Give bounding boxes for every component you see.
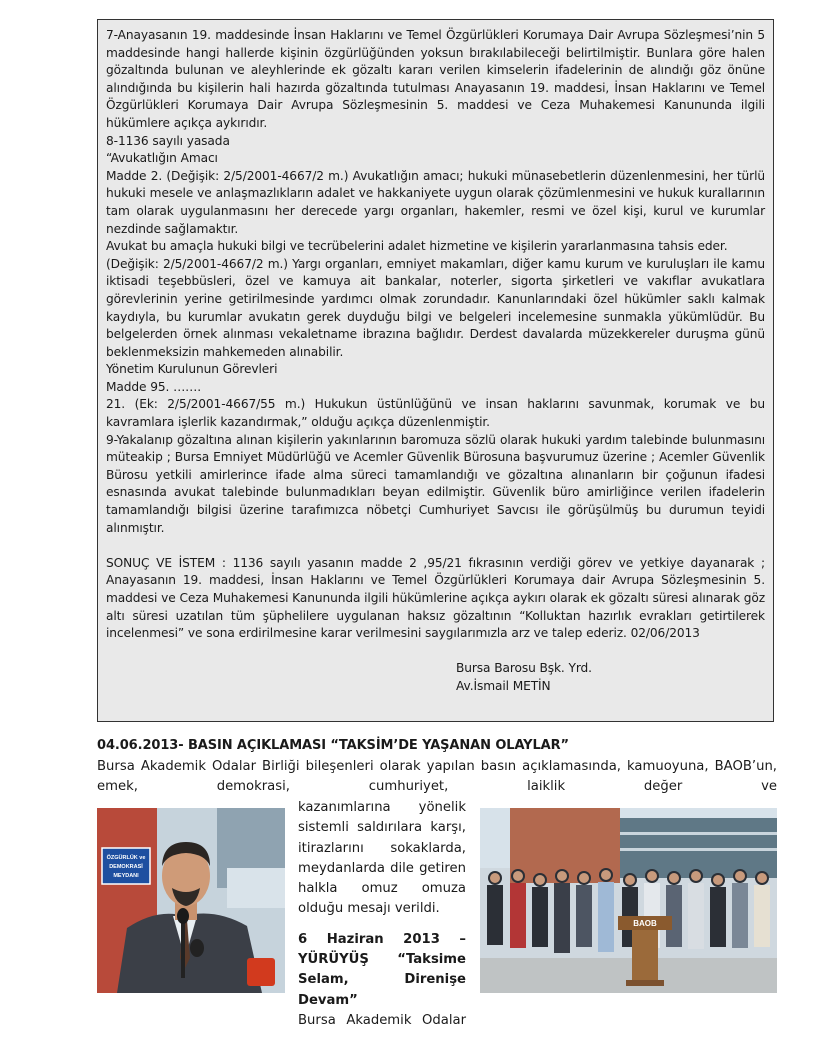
sign-line-2: DEMOKRASİ <box>109 864 143 870</box>
intro-line-2: emek, demokrasi, cumhuriyet, laiklik değer ve <box>97 779 777 795</box>
board-duties-title: Yönetim Kurulunun Görevleri <box>106 362 278 377</box>
sign-line-1: ÖZGÜRLÜK ve <box>106 855 146 861</box>
law-article-2-cont: Avukat bu amaçla hukuki bilgi ve tecrübelerini adalet hizmetine ve kişilerin yararlanmasına tahsis eder. <box>106 239 728 254</box>
mid-line: olduğu mesajı verildi. <box>298 901 440 917</box>
article-intro <box>97 757 777 798</box>
speaker-photo <box>97 808 285 993</box>
signature-name: Av.İsmail METİN <box>456 678 551 693</box>
sign-line-3: MEYDANI <box>113 873 139 879</box>
article-middle-column <box>298 798 466 1031</box>
mid-line: halkla omuz omuza <box>298 881 466 897</box>
paragraph-9: 9-Yakalanıp gözaltına alınan kişilerin yakınlarının baromuza sözlü olarak hukuki yardım talebinde bulunmasını müteakip ; Bursa Emniyet Müdürlüğü ve Acemler Güvenlik Bürosuna başvurumuz üzerine ; Acemler Güvenlik Bürosu yetkili amirlerince ifade alma süreci tamamlandığı ve gözaltına alınanların bir çoğunun ifadesi esnasında avukat talebinde bulunmadıkları beyan edilmiştir. Güvenlik büro amirliğince verilen ifadelerin tamamlandığı bilgisi üzerine tarafımızca nöbetçi Cumhuriyet Savcısı ile görüşülmüş bu durumun teyidi alınmıştır. <box>106 432 765 535</box>
mid-line: kazanımlarına yönelik <box>298 800 466 815</box>
paragraph-8-title: 8-1136 sayılı yasada <box>106 133 230 148</box>
petition-box <box>97 19 774 722</box>
paragraph-7: 7-Anayasanın 19. maddesinde İnsan Haklarını ve Temel Özgürlükleri Korumaya Dair Avrupa Sözleşmesi’nin 5 maddesinde hangi hallerde kişinin özgürlüğünden yoksun bırakılabileceği belirtilmiştir. Bunlara göre halen gözaltında bulunan ve aleyhlerinde ek gözaltı kararı verilen kimselerin ifadelerinin de alındığı göz önüne alındığında bu kişilerin hali hazırda gözaltında tutulması Anayasanın 19. maddesi, İnsan Haklarını ve Temel Özgürlükleri Korumaya Dair Avrupa Sözleşmesinin 5. maddesi ve Ceza Muhakemesi Kanununda ilgili hükümlere açıkça aykırıdır. <box>106 28 765 130</box>
law-article-2: Madde 2. (Değişik: 2/5/2001-4667/2 m.) Avukatlığın amacı; hukuki münasebetlerin düzenlenmesini, her türlü hukuki mesele ve anlaşmazlıkların adalet ve hakkaniyete uygun olarak çözümlenmesini ve hukuk kurallarının tam olarak uygulanmasını her derecede yargı organları, hakemler, resmi ve özel kişi, kurul ve kurumlar nezdinde sağlamaktır. <box>106 168 765 236</box>
press-statement-photo <box>480 808 777 993</box>
sub-heading-line: Selam, Direnişe Devam” <box>298 972 466 1008</box>
sub-heading-line: 6 Haziran 2013 – <box>298 931 466 947</box>
article-95: Madde 95. ……. <box>106 379 202 394</box>
law-title: “Avukatlığın Amacı <box>106 151 218 166</box>
mid-line: itirazlarını sokaklarda, <box>298 840 466 856</box>
article-95-21: 21. (Ek: 2/5/2001-4667/55 m.) Hukukun üstünlüğünü ve insan haklarını savunmak, korumak ve bu kavramlara işlerlik kazandırmak,” olduğu açıkça düzenlenmiştir. <box>106 397 765 430</box>
mid-line: meydanlarda dile getiren <box>298 860 466 876</box>
sub-heading-line: YÜRÜYÜŞ “Taksime <box>298 952 466 968</box>
article-heading: 04.06.2013- BASIN AÇIKLAMASI “TAKSİM’DE YAŞANAN OLAYLAR” <box>97 738 569 753</box>
tail-line: Bursa Akademik Odalar <box>298 1012 466 1028</box>
law-article-2-amendment: (Değişik: 2/5/2001-4667/2 m.) Yargı organları, emniyet makamları, diğer kamu kurum ve kuruluşları ile kamu iktisadi teşebbüsleri, özel ve kamuya ait bankalar, noterler, sigorta şirketleri ve vakıflar avukatlara görevlerinin yerine getirilmesinde yardımcı olmak zorundadır. Kanunlarındaki özel hükümler saklı kalmak kaydıyla, bu kurumlar avukatın gerek duyduğu bilgi ve belgeleri incelemesine sunmakla yükümlüdür. Bu belgelerden örnek alınması vekaletname ibrazına bağlıdır. Derdest davalarda müzekkereler duruşma günü beklenmeksizin mahkemeden alınabilir. <box>106 256 765 359</box>
intro-line-1: Bursa Akademik Odalar Birliği bileşenleri olarak yapılan basın açıklamasında, kamuoyuna, BAOB’un, <box>97 759 777 774</box>
conclusion: SONUÇ VE İSTEM : 1136 sayılı yasanın madde 2 ,95/21 fıkrasının verdiği görev ve yetkiye dayanarak ; Anayasanın 19. maddesi, İnsan Haklarını ve Temel Özgürlükleri Korumaya dair Avrupa Sözleşmesinin 5. maddesi ve Ceza Muhakemesi Kanununda ilgili hükümlerine açıkça aykırı olarak ek gözaltı süresi alınarak göz altı süresi uzatılan tüm şüphelilere uygulanan haksız gözaltının “Kolluktan hazırlık evrakları getirtilerek incelenmesi” ve sona erdirilmesine karar verilmesini saygılarımızla arz ve talep ederiz. 02/06/2013 <box>106 555 765 641</box>
podium-label: BAOB <box>633 919 657 928</box>
mid-line: sistemli saldırılara karşı, <box>298 820 466 836</box>
signature-role: Bursa Barosu Bşk. Yrd. <box>456 661 592 676</box>
